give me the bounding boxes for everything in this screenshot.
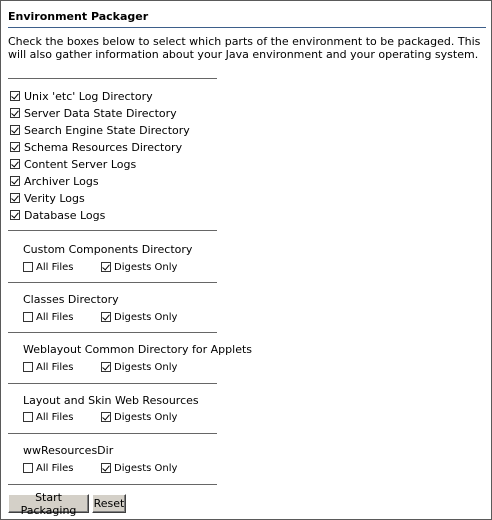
option-label: Archiver Logs bbox=[24, 174, 99, 188]
divider bbox=[8, 383, 217, 384]
option-label: Server Data State Directory bbox=[24, 106, 177, 120]
divider bbox=[8, 484, 217, 485]
reset-button[interactable]: Reset bbox=[92, 494, 126, 513]
option-unix-etc-log-directory[interactable] bbox=[10, 89, 153, 103]
option-label: Schema Resources Directory bbox=[24, 140, 183, 154]
all-files-checkbox[interactable] bbox=[23, 362, 33, 372]
custom-components-all-files-option[interactable] bbox=[23, 260, 74, 274]
weblayout-all-files-option[interactable] bbox=[23, 360, 74, 374]
all-files-checkbox[interactable] bbox=[23, 262, 33, 272]
section-title-layout-skin: Layout and Skin Web Resources bbox=[23, 394, 199, 407]
server-data-state-checkbox[interactable] bbox=[10, 108, 20, 118]
divider bbox=[8, 433, 217, 434]
custom-components-digests-only-option[interactable] bbox=[101, 260, 177, 274]
digests-only-checkbox[interactable] bbox=[101, 412, 111, 422]
divider bbox=[8, 332, 217, 333]
page-title: Environment Packager bbox=[8, 10, 149, 23]
option-label: All Files bbox=[36, 311, 74, 323]
all-files-checkbox[interactable] bbox=[23, 312, 33, 322]
classes-digests-only-option[interactable] bbox=[101, 310, 177, 324]
archiver-logs-checkbox[interactable] bbox=[10, 176, 20, 186]
section-title-wwresourcesdir: wwResourcesDir bbox=[23, 444, 114, 457]
option-label: All Files bbox=[36, 411, 74, 423]
option-label: Digests Only bbox=[114, 261, 178, 273]
schema-resources-checkbox[interactable] bbox=[10, 142, 20, 152]
option-database-logs[interactable] bbox=[10, 208, 105, 222]
option-label: All Files bbox=[36, 261, 74, 273]
option-label: Digests Only bbox=[114, 462, 178, 474]
option-label: Search Engine State Directory bbox=[24, 123, 190, 137]
all-files-checkbox[interactable] bbox=[23, 412, 33, 422]
option-label: Digests Only bbox=[114, 311, 178, 323]
all-files-checkbox[interactable] bbox=[23, 463, 33, 473]
option-label: Database Logs bbox=[24, 208, 106, 222]
section-title-classes: Classes Directory bbox=[23, 293, 119, 306]
option-label: Content Server Logs bbox=[24, 157, 137, 171]
option-label: Digests Only bbox=[114, 361, 178, 373]
option-label: All Files bbox=[36, 462, 74, 474]
classes-all-files-option[interactable] bbox=[23, 310, 74, 324]
divider bbox=[8, 230, 217, 231]
title-divider bbox=[8, 27, 486, 28]
layout-skin-all-files-option[interactable] bbox=[23, 410, 74, 424]
start-packaging-button[interactable]: Start Packaging bbox=[8, 494, 89, 513]
wwresources-digests-only-option[interactable] bbox=[101, 461, 177, 475]
option-archiver-logs[interactable] bbox=[10, 174, 99, 188]
option-label: Verity Logs bbox=[24, 191, 85, 205]
option-verity-logs[interactable] bbox=[10, 191, 85, 205]
section-title-custom-components: Custom Components Directory bbox=[23, 243, 193, 256]
option-server-data-state-directory[interactable] bbox=[10, 106, 177, 120]
weblayout-digests-only-option[interactable] bbox=[101, 360, 177, 374]
option-schema-resources-directory[interactable] bbox=[10, 140, 182, 154]
search-engine-state-checkbox[interactable] bbox=[10, 125, 20, 135]
digests-only-checkbox[interactable] bbox=[101, 262, 111, 272]
digests-only-checkbox[interactable] bbox=[101, 463, 111, 473]
option-label: All Files bbox=[36, 361, 74, 373]
digests-only-checkbox[interactable] bbox=[101, 362, 111, 372]
option-search-engine-state-directory[interactable] bbox=[10, 123, 190, 137]
digests-only-checkbox[interactable] bbox=[101, 312, 111, 322]
unix-etc-log-checkbox[interactable] bbox=[10, 91, 20, 101]
divider bbox=[8, 282, 217, 283]
database-logs-checkbox[interactable] bbox=[10, 210, 20, 220]
intro-text: Check the boxes below to select which parts of the environment to be packaged. This will also gather information about your Java environment and your operating system. bbox=[8, 35, 481, 61]
section-title-weblayout-common: Weblayout Common Directory for Applets bbox=[23, 343, 253, 356]
option-label: Digests Only bbox=[114, 411, 178, 423]
verity-logs-checkbox[interactable] bbox=[10, 193, 20, 203]
divider bbox=[8, 78, 217, 79]
content-server-logs-checkbox[interactable] bbox=[10, 159, 20, 169]
layout-skin-digests-only-option[interactable] bbox=[101, 410, 177, 424]
option-content-server-logs[interactable] bbox=[10, 157, 136, 171]
option-label: Unix 'etc' Log Directory bbox=[24, 89, 153, 103]
wwresources-all-files-option[interactable] bbox=[23, 461, 74, 475]
